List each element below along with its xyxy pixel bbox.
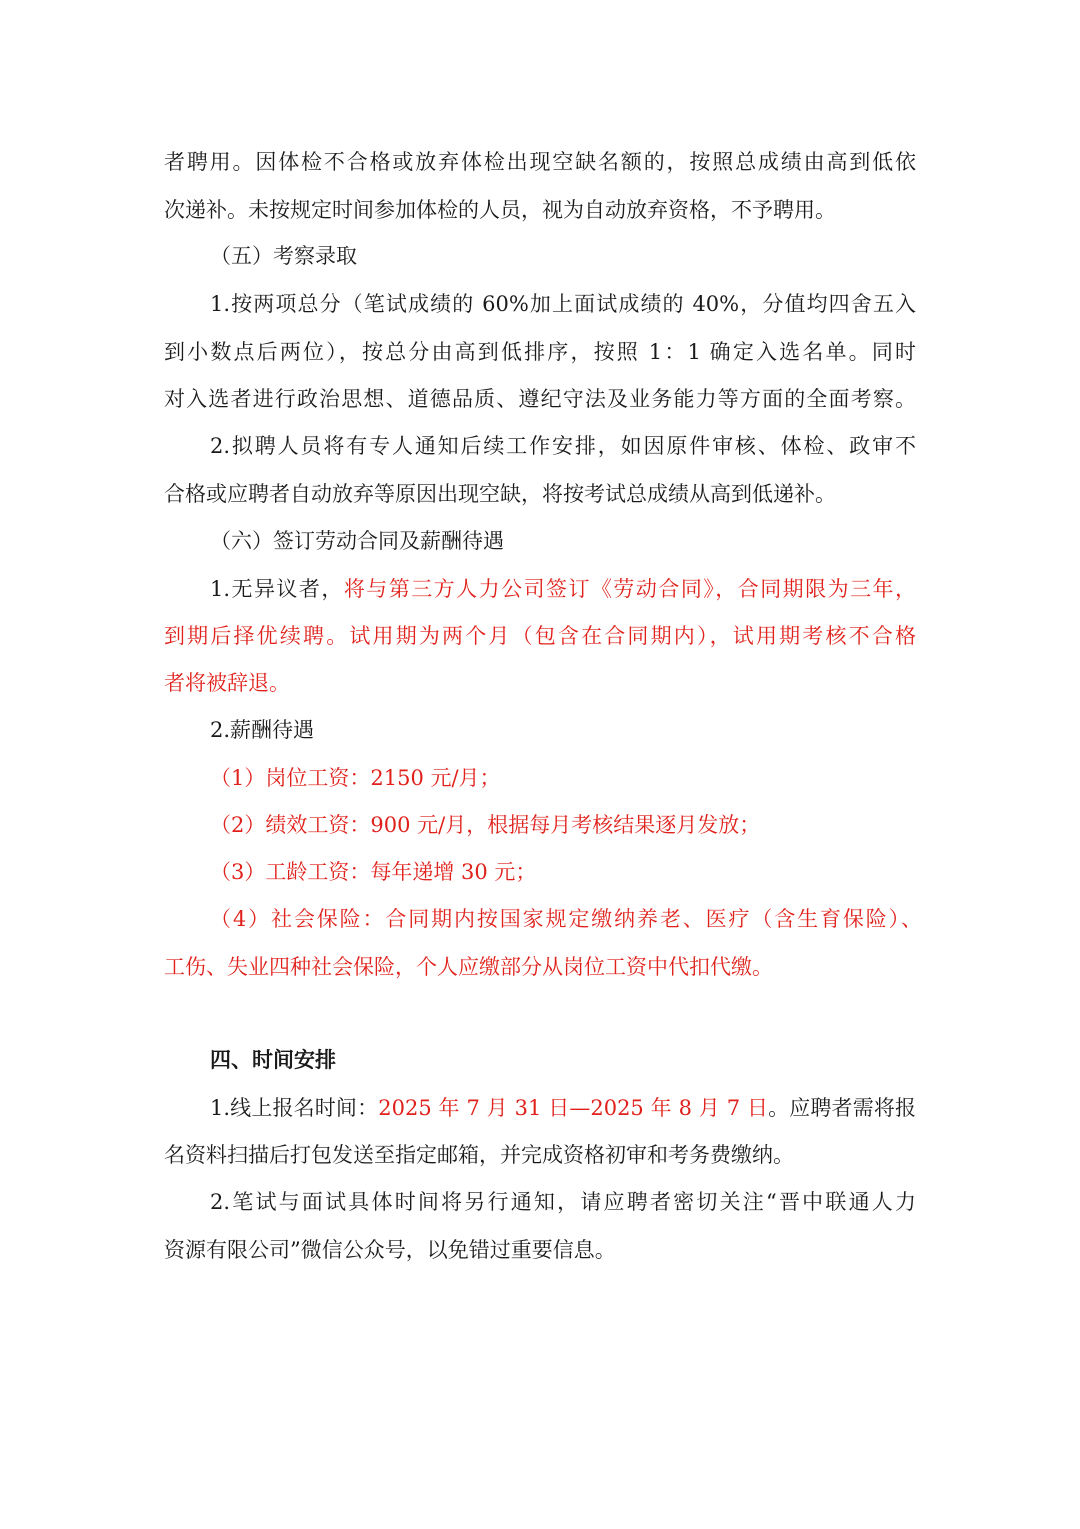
salary-item: （4）社会保险：合同期内按国家规定缴纳养老、医疗（含生育保险）、: [210, 907, 922, 931]
paragraph-line: 2.拟聘人员将有专人通知后续工作安排，如因原件审核、体检、政审不: [210, 434, 916, 458]
paragraph-line: 到小数点后两位），按总分由高到低排序，按照 1：1 确定入选名单。同时: [164, 340, 916, 364]
contract-term-highlight: 将与第三方人力公司签订《劳动合同》，合同期限为三年，: [343, 577, 916, 601]
registration-prefix: 1.线上报名时间：: [210, 1096, 379, 1120]
salary-heading: 2.薪酬待遇: [210, 718, 315, 742]
salary-item: （3）工龄工资：每年递增 30 元；: [210, 860, 537, 884]
paragraph-line-highlight: 者将被辞退。: [164, 671, 290, 695]
paragraph-line: [210, 1093, 916, 1123]
paragraph-line: 资源有限公司”微信公众号，以免错过重要信息。: [164, 1238, 616, 1262]
section-heading-4: 四、时间安排: [210, 1048, 336, 1072]
registration-suffix: 。应聘者需将报: [768, 1096, 916, 1120]
section-heading-6: （六）签订劳动合同及薪酬待遇: [210, 529, 504, 553]
salary-item: （2）绩效工资：900 元/月，根据每月考核结果逐月发放；: [210, 813, 761, 837]
registration-dates: 2025 年 7 月 31 日—2025 年 8 月 7 日: [378, 1096, 769, 1120]
paragraph-line: 合格或应聘者自动放弃等原因出现空缺，将按考试总成绩从高到低递补。: [164, 482, 836, 506]
paragraph-line: 1.按两项总分（笔试成绩的 60%加上面试成绩的 40%，分值均四舍五入: [210, 292, 916, 316]
paragraph-line: 名资料扫描后打包发送至指定邮箱，并完成资格初审和考务费缴纳。: [164, 1143, 794, 1167]
paragraph-line-highlight: 到期后择优续聘。试用期为两个月（包含在合同期内），试用期考核不合格: [164, 624, 916, 648]
salary-item: 工伤、失业四种社会保险，个人应缴部分从岗位工资中代扣代缴。: [164, 955, 773, 979]
paragraph-line: 对入选者进行政治思想、道德品质、遵纪守法及业务能力等方面的全面考察。: [164, 387, 916, 411]
section-heading-5: （五）考察录取: [210, 244, 357, 268]
paragraph-line: 次递补。未按规定时间参加体检的人员，视为自动放弃资格，不予聘用。: [164, 198, 836, 222]
salary-item: （1）岗位工资：2150 元/月；: [210, 766, 501, 790]
paragraph-line: 2.笔试与面试具体时间将另行通知，请应聘者密切关注“晋中联通人力: [210, 1190, 916, 1214]
contract-prefix: 1.无异议者，: [210, 577, 344, 601]
paragraph-line: 者聘用。因体检不合格或放弃体检出现空缺名额的，按照总成绩由高到低依: [164, 150, 916, 174]
paragraph-line: [210, 574, 916, 604]
